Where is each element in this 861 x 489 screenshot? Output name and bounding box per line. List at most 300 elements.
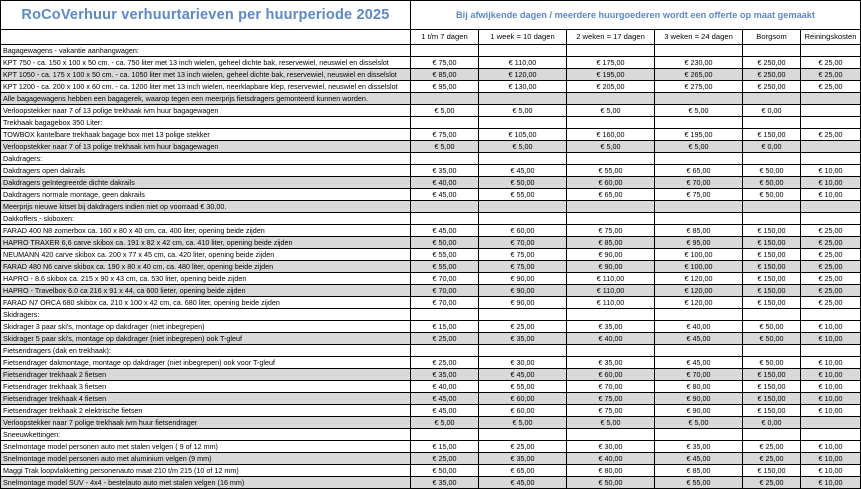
table-row — [1, 177, 861, 189]
price-cell: € 95,00 — [411, 81, 479, 93]
item-description: KPT 1200 - ca. 200 x 100 x 60 cm. - ca. 1200 liter met 13 inch wielen, neerklapbare klep, reservewiel, neuswiel en disselslot — [1, 81, 411, 93]
price-cell — [479, 429, 567, 441]
item-description: HAPRO TRAXER 6,6 carve skibox ca. 191 x 82 x 42 cm, ca. 410 liter, opening beide zijden — [1, 237, 411, 249]
price-cell: € 25,00 — [801, 297, 861, 309]
item-description: FARAD N7 ORCA 680 skibox ca. 210 x 100 x 42 cm, ca. 680 liter, opening beide zijden — [1, 297, 411, 309]
price-cell: € 25,00 — [801, 81, 861, 93]
price-cell: € 50,00 — [743, 333, 801, 345]
price-cell — [567, 117, 655, 129]
price-cell: € 100,00 — [655, 249, 743, 261]
price-cell: € 10,00 — [801, 369, 861, 381]
price-cell: € 50,00 — [743, 189, 801, 201]
price-cell: € 35,00 — [479, 333, 567, 345]
price-cell: € 250,00 — [743, 69, 801, 81]
price-cell: € 205,00 — [567, 81, 655, 93]
price-cell: € 120,00 — [655, 297, 743, 309]
price-cell: € 85,00 — [567, 237, 655, 249]
price-cell: € 25,00 — [743, 477, 801, 489]
price-cell — [479, 345, 567, 357]
table-row — [1, 393, 861, 405]
price-cell: € 70,00 — [411, 273, 479, 285]
price-cell: € 150,00 — [743, 381, 801, 393]
section-header-row — [1, 45, 861, 57]
price-cell — [655, 429, 743, 441]
section-title: Bagagewagens - vakantie aanhangwagen: — [1, 45, 411, 57]
price-cell — [801, 45, 861, 57]
item-description: Fietsendrager trekhaak 4 fietsen — [1, 393, 411, 405]
price-cell: € 90,00 — [479, 273, 567, 285]
table-row — [1, 93, 861, 105]
price-cell: € 0,00 — [743, 141, 801, 153]
price-cell: € 150,00 — [743, 225, 801, 237]
price-cell — [411, 213, 479, 225]
price-cell: € 0,00 — [743, 417, 801, 429]
price-cell: € 25,00 — [801, 285, 861, 297]
price-cell: € 150,00 — [743, 393, 801, 405]
price-cell — [411, 45, 479, 57]
price-cell: € 5,00 — [411, 141, 479, 153]
header-spacer — [1, 30, 411, 45]
price-cell: € 45,00 — [479, 165, 567, 177]
price-cell: € 275,00 — [655, 81, 743, 93]
price-cell: € 10,00 — [801, 321, 861, 333]
table-row — [1, 189, 861, 201]
price-cell: € 5,00 — [655, 417, 743, 429]
price-cell: € 60,00 — [479, 225, 567, 237]
table-row — [1, 57, 861, 69]
price-cell: € 25,00 — [743, 441, 801, 453]
price-cell: € 5,00 — [411, 417, 479, 429]
subtitle-note: Bij afwijkende dagen / meerdere huurgoederen wordt een offerte op maat gemaakt — [411, 1, 861, 30]
price-cell: € 120,00 — [655, 285, 743, 297]
table-row — [1, 225, 861, 237]
item-description: Fietsendrager dakmontage, montage op dakdrager (niet inbegrepen) ook voor T-gleuf — [1, 357, 411, 369]
price-cell: € 10,00 — [801, 405, 861, 417]
item-description: Dakdragers normale montage, geen dakrails — [1, 189, 411, 201]
section-title: Sneeuwkettingen: — [1, 429, 411, 441]
table-row — [1, 297, 861, 309]
column-header-4: 3 weken = 24 dagen — [655, 30, 743, 45]
price-cell: € 25,00 — [801, 261, 861, 273]
price-cell: € 70,00 — [479, 237, 567, 249]
table-row — [1, 381, 861, 393]
price-cell: € 40,00 — [655, 321, 743, 333]
table-row — [1, 369, 861, 381]
price-cell: € 195,00 — [567, 69, 655, 81]
price-cell: € 10,00 — [801, 381, 861, 393]
section-title: Trekhaak bagagebox 350 Liter: — [1, 117, 411, 129]
item-description: HAPRO - 8.6 skibox ca. 215 x 90 x 43 cm, ca. 530 liter, opening beide zijden — [1, 273, 411, 285]
section-title: Dakdragers: — [1, 153, 411, 165]
price-cell — [801, 201, 861, 213]
section-title: Dakkoffers - skiboxen: — [1, 213, 411, 225]
price-cell: € 5,00 — [479, 105, 567, 117]
price-cell — [655, 201, 743, 213]
price-cell: € 10,00 — [801, 477, 861, 489]
price-cell: € 0,00 — [743, 105, 801, 117]
price-cell: € 35,00 — [655, 441, 743, 453]
price-cell: € 40,00 — [567, 453, 655, 465]
price-cell: € 10,00 — [801, 189, 861, 201]
price-cell: € 150,00 — [743, 405, 801, 417]
price-cell: € 50,00 — [479, 177, 567, 189]
price-cell — [411, 345, 479, 357]
price-cell: € 25,00 — [801, 237, 861, 249]
price-cell: € 40,00 — [411, 381, 479, 393]
price-cell — [411, 117, 479, 129]
section-header-row — [1, 429, 861, 441]
price-cell: € 110,00 — [567, 297, 655, 309]
price-cell: € 75,00 — [411, 129, 479, 141]
price-cell: € 45,00 — [655, 333, 743, 345]
item-description: HAPRO - Travelbox 6.0 ca 216 x 91 x 44, ca 600 lieter, opening beide zijden — [1, 285, 411, 297]
table-row — [1, 417, 861, 429]
price-cell: € 95,00 — [655, 237, 743, 249]
price-cell: € 85,00 — [411, 69, 479, 81]
section-title: Skidragers: — [1, 309, 411, 321]
price-cell: € 100,00 — [655, 261, 743, 273]
price-cell: € 25,00 — [801, 69, 861, 81]
price-cell: € 75,00 — [567, 225, 655, 237]
price-cell — [567, 345, 655, 357]
section-title: Fietsendragers (dak en trekhaak): — [1, 345, 411, 357]
price-cell: € 35,00 — [567, 357, 655, 369]
price-cell: € 110,00 — [479, 57, 567, 69]
price-cell: € 40,00 — [567, 333, 655, 345]
table-row — [1, 105, 861, 117]
price-cell — [411, 309, 479, 321]
price-cell — [743, 213, 801, 225]
price-cell: € 70,00 — [655, 369, 743, 381]
price-cell: € 65,00 — [567, 189, 655, 201]
price-cell: € 30,00 — [479, 357, 567, 369]
price-cell: € 35,00 — [411, 369, 479, 381]
price-cell: € 25,00 — [801, 57, 861, 69]
price-cell: € 10,00 — [801, 333, 861, 345]
item-description: Alle bagagewagens hebben een bagagerek, waarop tegen een meerprijs fietsdragers gemonteerd kunnen worden. — [1, 93, 411, 105]
table-row — [1, 453, 861, 465]
column-header-6: Reiningskosten — [801, 30, 861, 45]
price-cell: € 75,00 — [479, 249, 567, 261]
price-cell: € 25,00 — [801, 249, 861, 261]
price-cell — [655, 213, 743, 225]
price-cell: € 55,00 — [567, 165, 655, 177]
price-cell — [411, 93, 479, 105]
item-description: KPT 1050 - ca. 175 x 100 x 50 cm. - ca. 1050 liter met 13 inch wielen, geheel dichte bak, reservewiel, neuswiel en disselslot — [1, 69, 411, 81]
price-cell — [655, 345, 743, 357]
price-cell: € 105,00 — [479, 129, 567, 141]
price-cell: € 5,00 — [655, 105, 743, 117]
price-cell: € 50,00 — [743, 165, 801, 177]
item-description: Maggi Trak loopvlakketting personenauto maat 210 t/m 215 (10 of 12 mm) — [1, 465, 411, 477]
price-cell: € 150,00 — [743, 369, 801, 381]
price-cell — [801, 117, 861, 129]
price-cell: € 35,00 — [479, 453, 567, 465]
price-cell — [801, 141, 861, 153]
price-cell: € 5,00 — [655, 141, 743, 153]
price-cell — [479, 45, 567, 57]
price-cell: € 15,00 — [411, 321, 479, 333]
price-cell: € 90,00 — [567, 261, 655, 273]
price-cell: € 65,00 — [479, 465, 567, 477]
price-cell: € 150,00 — [743, 129, 801, 141]
price-cell — [411, 429, 479, 441]
price-cell: € 55,00 — [655, 477, 743, 489]
price-cell: € 50,00 — [567, 477, 655, 489]
price-cell — [743, 345, 801, 357]
column-header-row — [1, 30, 861, 45]
column-header-5: Borgsom — [743, 30, 801, 45]
price-cell: € 80,00 — [567, 465, 655, 477]
price-cell — [567, 93, 655, 105]
price-cell — [801, 309, 861, 321]
price-cell: € 70,00 — [411, 285, 479, 297]
price-cell: € 5,00 — [479, 141, 567, 153]
price-cell: € 120,00 — [479, 69, 567, 81]
price-cell: € 75,00 — [567, 393, 655, 405]
price-cell: € 5,00 — [567, 417, 655, 429]
section-header-row — [1, 309, 861, 321]
price-cell: € 195,00 — [655, 129, 743, 141]
item-description: NEUMANN 420 carve skibox ca. 200 x 77 x 45 cm, ca. 420 liter, opening beide zijden — [1, 249, 411, 261]
price-cell: € 50,00 — [411, 465, 479, 477]
price-cell — [655, 153, 743, 165]
price-cell — [801, 213, 861, 225]
price-cell: € 5,00 — [411, 105, 479, 117]
table-row — [1, 273, 861, 285]
price-cell: € 175,00 — [567, 57, 655, 69]
price-cell: € 150,00 — [743, 285, 801, 297]
price-cell: € 130,00 — [479, 81, 567, 93]
table-body — [1, 1, 861, 489]
price-cell: € 90,00 — [655, 405, 743, 417]
item-description: Fietsendrager trekhaak 2 elektrische fietsen — [1, 405, 411, 417]
price-cell: € 150,00 — [743, 465, 801, 477]
item-description: Verloopstekker naar 7 of 13 polige trekhaak ivm huur bagagewagen — [1, 105, 411, 117]
item-description: Snelmontage model SUV - 4x4 - bestelauto auto met stalen velgen (16 mm) — [1, 477, 411, 489]
price-cell — [567, 309, 655, 321]
table-row — [1, 201, 861, 213]
price-cell: € 45,00 — [411, 189, 479, 201]
price-cell: € 50,00 — [411, 237, 479, 249]
price-cell — [479, 93, 567, 105]
price-cell: € 65,00 — [655, 165, 743, 177]
price-cell — [743, 93, 801, 105]
item-description: Meerprijs nieuwe kitset bij dakdragers indien niet op voorraad € 30,00. — [1, 201, 411, 213]
table-row — [1, 405, 861, 417]
table-row — [1, 441, 861, 453]
price-cell: € 85,00 — [655, 465, 743, 477]
price-cell: € 75,00 — [479, 261, 567, 273]
price-cell: € 70,00 — [567, 381, 655, 393]
price-cell: € 160,00 — [567, 129, 655, 141]
price-cell — [479, 201, 567, 213]
price-cell: € 55,00 — [411, 261, 479, 273]
table-row — [1, 321, 861, 333]
price-cell: € 25,00 — [801, 225, 861, 237]
price-cell — [655, 45, 743, 57]
price-cell: € 25,00 — [411, 357, 479, 369]
price-cell — [567, 213, 655, 225]
price-cell: € 10,00 — [801, 357, 861, 369]
item-description: KPT 750 - ca. 150 x 100 x 50 cm. - ca. 750 liter met 13 inch wielen, geheel dichte bak, reservewiel, neuswiel en disselslot — [1, 57, 411, 69]
price-cell — [479, 309, 567, 321]
price-cell: € 10,00 — [801, 465, 861, 477]
price-cell — [801, 153, 861, 165]
price-cell: € 70,00 — [411, 297, 479, 309]
price-cell: € 50,00 — [743, 321, 801, 333]
table-row — [1, 333, 861, 345]
price-cell — [801, 417, 861, 429]
price-cell: € 25,00 — [479, 321, 567, 333]
price-cell: € 90,00 — [655, 393, 743, 405]
price-cell: € 80,00 — [655, 381, 743, 393]
price-cell: € 25,00 — [801, 273, 861, 285]
price-cell: € 45,00 — [411, 405, 479, 417]
column-header-3: 2 weken = 17 dagen — [567, 30, 655, 45]
price-cell: € 45,00 — [479, 477, 567, 489]
price-cell: € 45,00 — [655, 357, 743, 369]
price-cell: € 150,00 — [743, 261, 801, 273]
price-cell — [743, 429, 801, 441]
price-cell: € 250,00 — [743, 57, 801, 69]
price-cell: € 110,00 — [567, 285, 655, 297]
price-cell: € 150,00 — [743, 249, 801, 261]
item-description: TOWBOX kantelbare trekhaak bagage box met 13 polige stekker — [1, 129, 411, 141]
price-cell: € 55,00 — [411, 249, 479, 261]
section-header-row — [1, 153, 861, 165]
price-cell — [567, 45, 655, 57]
table-row — [1, 261, 861, 273]
price-cell: € 50,00 — [743, 177, 801, 189]
price-cell — [479, 153, 567, 165]
price-cell: € 150,00 — [743, 237, 801, 249]
price-cell: € 45,00 — [411, 393, 479, 405]
price-cell — [801, 93, 861, 105]
price-cell: € 30,00 — [567, 441, 655, 453]
price-cell: € 10,00 — [801, 441, 861, 453]
price-cell: € 60,00 — [567, 369, 655, 381]
price-cell: € 60,00 — [479, 393, 567, 405]
price-cell: € 85,00 — [655, 225, 743, 237]
price-cell: € 45,00 — [655, 453, 743, 465]
table-row — [1, 237, 861, 249]
item-description: Verloopstekker naar 7 polige trekhaak ivm huur fietsendrager — [1, 417, 411, 429]
item-description: Skidrager 5 paar ski's, montage op dakdrager (niet inbegrepen) ook T-gleuf — [1, 333, 411, 345]
item-description: Dakdragers open dakrails — [1, 165, 411, 177]
price-cell: € 25,00 — [411, 453, 479, 465]
price-cell: € 10,00 — [801, 453, 861, 465]
price-cell: € 10,00 — [801, 165, 861, 177]
price-cell — [743, 117, 801, 129]
item-description: Verloopstekker naar 7 of 13 polige trekhaak ivm huur bagagewagen — [1, 141, 411, 153]
price-cell: € 250,00 — [743, 81, 801, 93]
price-cell: € 75,00 — [655, 189, 743, 201]
page-title: RoCoVerhuur verhuurtarieven per huurperiode 2025 — [1, 1, 411, 30]
price-cell: € 70,00 — [655, 177, 743, 189]
price-cell: € 75,00 — [567, 405, 655, 417]
table-row — [1, 141, 861, 153]
price-cell: € 60,00 — [479, 405, 567, 417]
table-row — [1, 357, 861, 369]
item-description: Skidrager 3 paar ski's, montage op dakdrager (niet inbegrepen) — [1, 321, 411, 333]
price-cell — [655, 93, 743, 105]
table-row — [1, 465, 861, 477]
table-row — [1, 81, 861, 93]
table-row — [1, 69, 861, 81]
section-header-row — [1, 213, 861, 225]
price-cell — [411, 153, 479, 165]
price-cell: € 90,00 — [479, 285, 567, 297]
price-cell: € 55,00 — [479, 381, 567, 393]
price-cell — [479, 213, 567, 225]
price-cell — [743, 201, 801, 213]
price-cell — [801, 345, 861, 357]
price-cell — [743, 45, 801, 57]
price-cell — [655, 117, 743, 129]
item-description: Fietsendrager trekhaak 3 fietsen — [1, 381, 411, 393]
price-cell: € 5,00 — [567, 105, 655, 117]
section-header-row — [1, 117, 861, 129]
price-cell: € 230,00 — [655, 57, 743, 69]
price-cell: € 5,00 — [479, 417, 567, 429]
price-cell — [567, 201, 655, 213]
item-description: Snelmontage model personen auto met aluminium velgen (9 mm) — [1, 453, 411, 465]
price-cell: € 15,00 — [411, 441, 479, 453]
price-cell: € 50,00 — [743, 357, 801, 369]
price-cell: € 120,00 — [655, 273, 743, 285]
price-cell: € 35,00 — [567, 321, 655, 333]
table-row — [1, 477, 861, 489]
price-cell: € 110,00 — [567, 273, 655, 285]
item-description: Snelmontage model personen auto met stalen velgen ( 9 of 12 mm) — [1, 441, 411, 453]
item-description: FARAD 400 N8 zomerbox ca. 160 x 80 x 40 cm, ca. 400 liter, opening beide zijden — [1, 225, 411, 237]
price-cell — [411, 201, 479, 213]
item-description: Fietsendrager trekhaak 2 fietsen — [1, 369, 411, 381]
table-row — [1, 285, 861, 297]
column-header-1: 1 t/m 7 dagen — [411, 30, 479, 45]
section-header-row — [1, 345, 861, 357]
price-cell — [479, 117, 567, 129]
price-cell: € 55,00 — [479, 189, 567, 201]
price-cell: € 150,00 — [743, 273, 801, 285]
price-cell: € 150,00 — [743, 297, 801, 309]
price-cell: € 25,00 — [801, 129, 861, 141]
price-cell: € 40,00 — [411, 177, 479, 189]
price-cell: € 35,00 — [411, 165, 479, 177]
table-row — [1, 249, 861, 261]
price-cell — [801, 105, 861, 117]
price-cell: € 25,00 — [479, 441, 567, 453]
title-row — [1, 1, 861, 30]
price-cell — [801, 429, 861, 441]
price-cell: € 265,00 — [655, 69, 743, 81]
price-cell: € 90,00 — [479, 297, 567, 309]
price-cell: € 60,00 — [567, 177, 655, 189]
price-cell: € 25,00 — [411, 333, 479, 345]
price-cell: € 10,00 — [801, 393, 861, 405]
price-cell: € 35,00 — [411, 477, 479, 489]
price-cell: € 25,00 — [743, 453, 801, 465]
item-description: Dakdragers geïntegreerde dichte dakrails — [1, 177, 411, 189]
column-header-2: 1 week = 10 dagen — [479, 30, 567, 45]
price-cell — [655, 309, 743, 321]
price-cell: € 90,00 — [567, 249, 655, 261]
item-description: FARAD 480 N6 carve skibox ca. 190 x 80 x 40 cm, ca. 480 liter, opening beide zijden — [1, 261, 411, 273]
price-cell: € 45,00 — [479, 369, 567, 381]
price-cell: € 75,00 — [411, 57, 479, 69]
table-row — [1, 165, 861, 177]
